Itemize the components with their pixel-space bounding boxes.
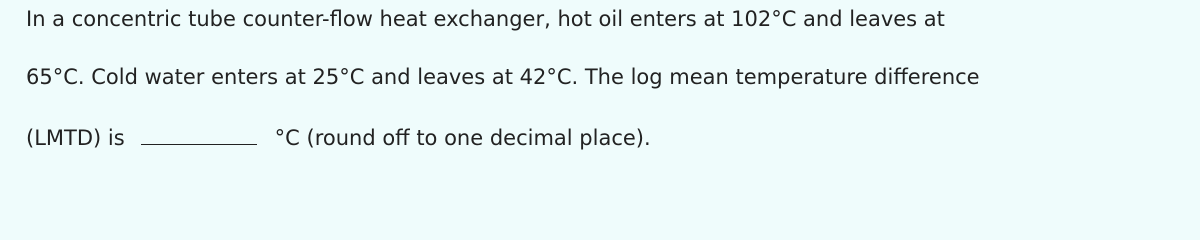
question-line-3 — [26, 122, 651, 152]
question-line-1: In a concentric tube counter-flow heat exchanger, hot oil enters at 102°C and leaves at — [26, 7, 945, 31]
question-line-3-prefix: (LMTD) is — [26, 126, 125, 150]
answer-blank[interactable] — [141, 122, 257, 145]
question-line-2: 65°C. Cold water enters at 25°C and leaves at 42°C. The log mean temperature difference — [26, 65, 980, 89]
question-line-3-suffix: °C (round off to one decimal place). — [274, 126, 651, 150]
